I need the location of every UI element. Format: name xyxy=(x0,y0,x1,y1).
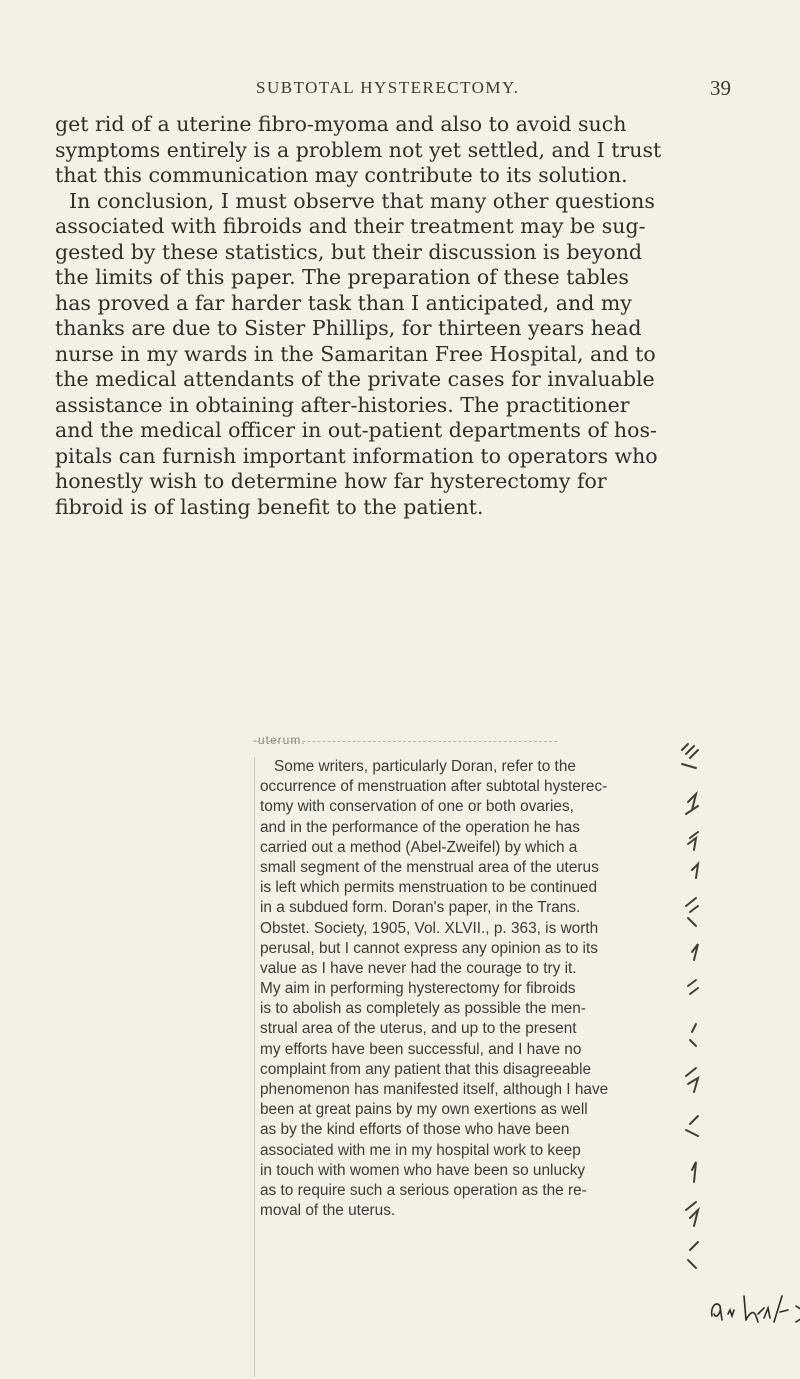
note-line: tomy with conservation of one or both ovaries, xyxy=(260,798,574,816)
body-line: fibroid is of lasting benefit to the patient. xyxy=(55,494,484,519)
note-line: occurrence of menstruation after subtotal hysterec- xyxy=(260,778,608,796)
note-line: Some writers, particularly Doran, refer to the xyxy=(274,758,576,775)
note-line: my efforts have been successful, and I have no xyxy=(260,1040,582,1058)
note-line: is to abolish as completely as possible the men- xyxy=(260,1000,586,1018)
body-line: thanks are due to Sister Phillips, for thirteen years head xyxy=(55,316,642,340)
note-line: and in the performance of the operation he has xyxy=(260,818,581,836)
body-line: has proved a far harder task than I anticipated, and my xyxy=(55,290,632,315)
note-line: strual area of the uterus, and up to the present xyxy=(260,1020,577,1038)
body-line: the medical attendants of the private cases for invaluable xyxy=(55,367,655,391)
main-body-text xyxy=(55,112,755,520)
clipping-left-edge xyxy=(254,757,256,1377)
body-line: the limits of this paper. The preparation of these tables xyxy=(55,265,629,289)
note-line: is left which permits menstruation to be continued xyxy=(260,879,598,897)
body-line: associated with fibroids and their treatment may be sug- xyxy=(55,214,646,238)
note-line: in touch with women who have been so unlucky xyxy=(260,1161,586,1179)
body-line: In conclusion, I must observe that many other questions xyxy=(69,188,655,213)
note-line: as to require such a serious operation as the re- xyxy=(260,1181,587,1199)
footnote-text xyxy=(260,757,700,1221)
handwritten-signature xyxy=(708,1286,800,1331)
note-line: complaint from any patient that this disagreeable xyxy=(260,1060,592,1078)
note-line: as by the kind efforts of those who have been xyxy=(260,1121,570,1139)
clipping-top-edge xyxy=(257,741,557,743)
note-line: My aim in performing hysterectomy for fibroids xyxy=(260,980,576,998)
body-line: symptoms entirely is a problem not yet settled, and I trust xyxy=(55,137,662,162)
body-line: gested by these statistics, but their discussion is beyond xyxy=(55,239,643,264)
page-header xyxy=(0,78,800,102)
cutoff-text: -uterum. xyxy=(253,733,306,747)
note-line: in a subdued form. Doran's paper, in the Trans. xyxy=(260,899,581,917)
note-line: carried out a method (Abel-Zweifel) by which a xyxy=(260,838,578,856)
note-line: small segment of the menstrual area of the uterus xyxy=(260,858,599,876)
note-line: value as I have never had the courage to try it. xyxy=(260,959,577,977)
body-line: get rid of a uterine fibro-myoma and also to avoid such xyxy=(55,112,627,136)
note-line: associated with me in my hospital work to keep xyxy=(260,1141,581,1159)
note-line: Obstet. Society, 1905, Vol. XLVII., p. 363, is worth xyxy=(260,919,599,937)
note-line: been at great pains by my own exertions as well xyxy=(260,1101,588,1119)
pasted-note-clipping xyxy=(253,733,705,1379)
torn-edge-marks xyxy=(668,740,708,1300)
note-line: perusal, but I cannot express any opinion as to its xyxy=(260,939,598,957)
body-line: that this communication may contribute to its solution. xyxy=(55,163,628,187)
note-line: moval of the uterus. xyxy=(260,1202,396,1220)
body-line: honestly wish to determine how far hysterectomy for xyxy=(55,469,607,493)
body-line: and the medical officer in out-patient departments of hos- xyxy=(55,418,657,442)
note-line: phenomenon has manifested itself, although I have xyxy=(260,1081,609,1098)
running-title: SUBTOTAL HYSTERECTOMY. xyxy=(256,78,520,97)
page-number: 39 xyxy=(710,76,731,100)
body-line: nurse in my wards in the Samaritan Free Hospital, and to xyxy=(55,341,656,366)
body-line: pitals can furnish important information to operators who xyxy=(55,443,658,468)
body-line: assistance in obtaining after-histories. The practitioner xyxy=(55,392,630,417)
